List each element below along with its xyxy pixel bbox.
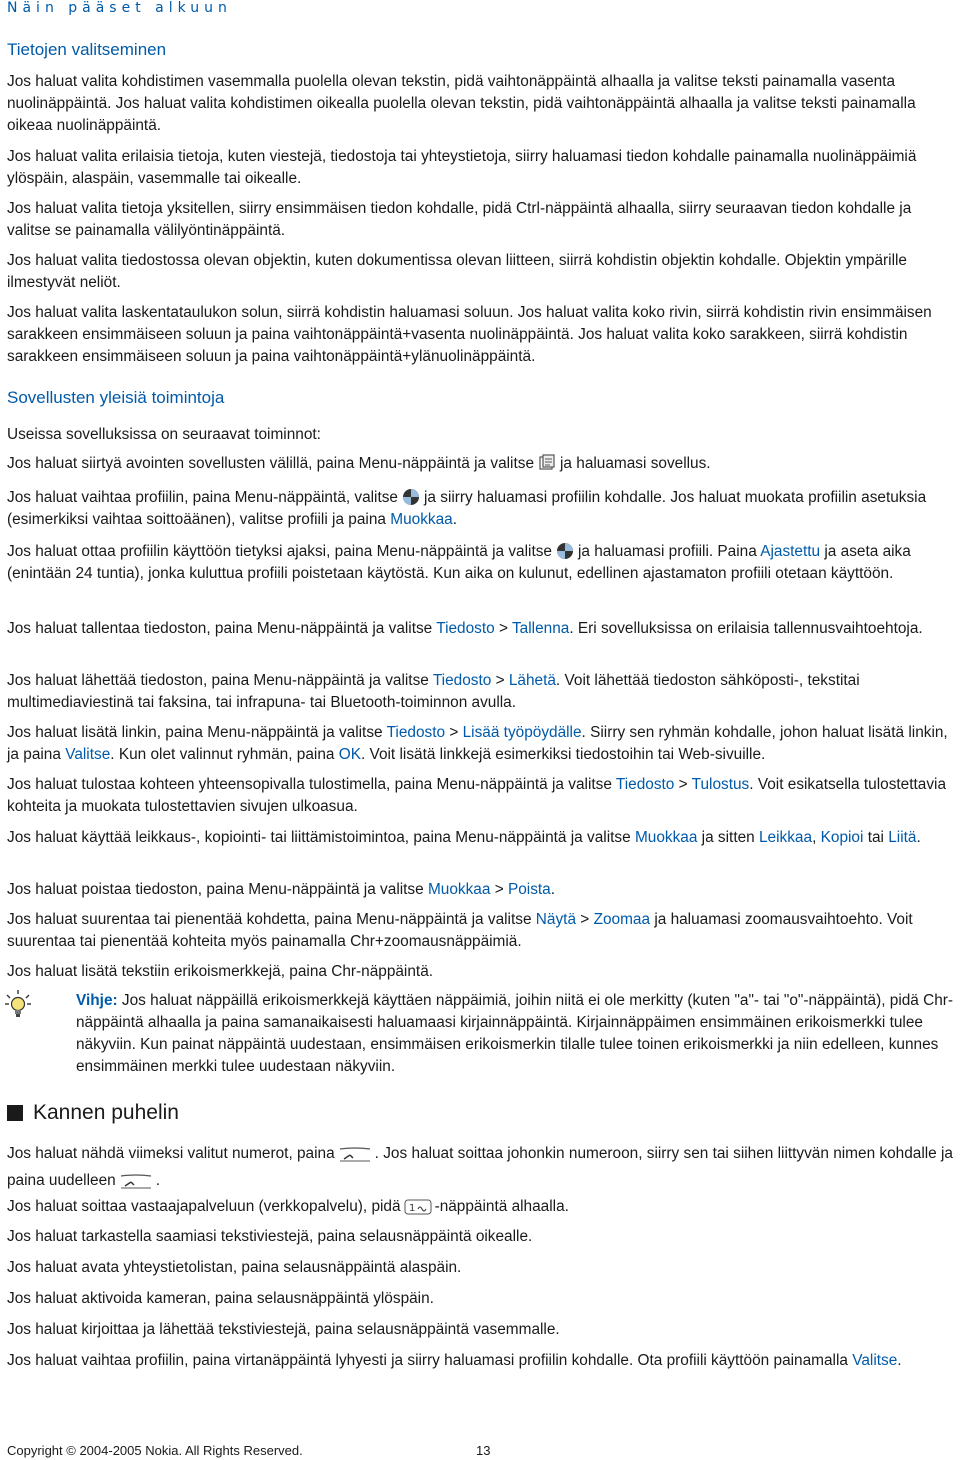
paragraph: Jos haluat vaihtaa profiilin, paina Menu-näppäintä, valitse ja siirry haluamasi profiilin kohdalle. Jos haluat muokata profiilin asetuksia (esimerkiksi vaihtaa soittoäänen), valitse profiili ja paina Muokkaa. xyxy=(7,489,927,528)
section-title-cover-phone xyxy=(7,1101,179,1125)
text: Jos haluat tallentaa tiedoston, paina Menu-näppäintä ja valitse xyxy=(7,620,433,637)
text: . Jos haluat soittaa johonkin numeroon, siirry sen tai siihen liittyvän nimen kohdalle ja paina uudelleen xyxy=(7,1145,953,1189)
text: Voit lisätä linkkejä esimerkiksi tiedostoihin tai Web-sivuille. xyxy=(369,746,766,763)
link-edit[interactable]: Muokkaa xyxy=(634,829,698,846)
text: tai xyxy=(867,829,884,846)
text: ja siirry haluamasi profiilin kohdalle. Jos haluat muokata profiilin asetuksia (esimerkiksi vaihtaa soittoäänen), valitse profiili ja paina xyxy=(7,489,927,528)
profile-icon xyxy=(556,542,574,560)
paragraph: Jos haluat vaihtaa profiilin, paina virtanäppäintä lyhyesti ja siirry haluamasi profiilin kohdalle. Ota profiili käyttöön painamalla Valitse. xyxy=(7,1352,902,1369)
paragraph: Jos haluat valita tiedostossa olevan objektin, kuten dokumentissa olevan liitteen, siirrä kohdistin objektin kohdalle. Objektin ympärille ilmestyvät neliöt. xyxy=(7,252,907,291)
key-1-label: 1 xyxy=(408,1203,415,1214)
link-select[interactable]: Valitse xyxy=(852,1352,898,1369)
text: ja haluamasi profiili. Paina xyxy=(577,543,757,560)
key-1-icon xyxy=(404,1198,432,1223)
text: Jos haluat poistaa tiedoston, paina Menu-näppäintä ja valitse xyxy=(7,881,424,898)
call-key-icon xyxy=(338,1145,372,1170)
running-head: Näin pääset alkuun xyxy=(7,0,232,16)
paragraph: Jos haluat suurentaa tai pienentää kohdetta, paina Menu-näppäintä ja valitse Näytä > Zoomaa ja haluamasi zoomausvaihtoehto. Voit suurentaa tai pienentää kohteita myös painamalla Chr+zoomausnäppäimiä. xyxy=(7,911,913,950)
paragraph: Jos haluat valita tietoja yksitellen, siirry ensimmäisen tiedon kohdalle, pidä Ctrl-näppäintä alhaalla, siirry seuraavan tiedon kohdalle ja valitse se painamalla välilyöntinäppäintä. xyxy=(7,200,912,239)
text: ja sitten xyxy=(701,829,755,846)
paragraph: Jos haluat kirjoittaa ja lähettää tekstiviestejä, paina selausnäppäintä vasemmalle. xyxy=(7,1321,560,1338)
text: Jos haluat vaihtaa profiilin, paina Menu-näppäintä, valitse xyxy=(7,489,398,506)
text: Voit esikatsella tulostettavia kohteita ja muokata tulostettavien sivujen ulkoasua. xyxy=(7,776,947,815)
paragraph: Jos haluat aktivoida kameran, paina selausnäppäintä ylöspäin. xyxy=(7,1290,434,1307)
text: . xyxy=(155,1172,160,1189)
link-copy[interactable]: Kopioi xyxy=(820,829,864,846)
text: Jos haluat ottaa profiilin käyttöön tietyksi ajaksi, paina Menu-näppäintä ja valitse xyxy=(7,543,552,560)
text: Jos haluat nähdä viimeksi valitut numerot, paina xyxy=(7,1145,335,1162)
footer-copyright: Copyright © 2004-2005 Nokia. All Rights Reserved. xyxy=(7,1443,303,1458)
link-timed[interactable]: Ajastettu xyxy=(760,543,821,560)
text: Jos haluat lähettää tiedoston, paina Menu-näppäintä ja valitse xyxy=(7,672,429,689)
text: Kun olet valinnut ryhmän, paina xyxy=(118,746,335,763)
text: Jos haluat vaihtaa profiilin, paina virtanäppäintä lyhyesti ja siirry haluamasi profiilin kohdalle. Ota profiili käyttöön painamalla xyxy=(7,1352,848,1369)
tip-label: Vihje: xyxy=(76,992,118,1009)
paragraph: Jos haluat lisätä linkin, paina Menu-näppäintä ja valitse Tiedosto > Lisää työpöydälle. Siirry sen ryhmän kohdalle, johon haluat lisätä linkin, ja paina Valitse. Kun olet valinnut ryhmän, paina OK. Voit lisätä linkkejä esimerkiksi tiedostoihin tai Web-sivuille. xyxy=(7,724,948,763)
section-title-text: Kannen puhelin xyxy=(33,1101,179,1124)
text: -näppäintä alhaalla. xyxy=(434,1198,569,1215)
link-file[interactable]: Tiedosto xyxy=(436,620,495,637)
paragraph: Useissa sovelluksissa on seuraavat toiminnot: xyxy=(7,426,321,443)
section-title-selecting: Tietojen valitseminen xyxy=(7,40,167,59)
profile-icon xyxy=(402,488,420,506)
link-paste[interactable]: Liitä xyxy=(888,829,917,846)
section-title-common-functions: Sovellusten yleisiä toimintoja xyxy=(7,388,225,407)
paragraph xyxy=(7,1196,955,1223)
text: Jos haluat soittaa vastaajapalveluun (verkkopalvelu), pidä xyxy=(7,1198,401,1215)
text: Eri sovelluksissa on erilaisia tallennusvaihtoehtoja. xyxy=(577,620,923,637)
text: Jos haluat käyttää leikkaus-, kopiointi- tai liittämistoimintoa, paina Menu-näppäintä ja valitse xyxy=(7,829,631,846)
text: Voit lähettää tiedoston sähköposti-, tekstitai multimediaviestinä tai faksina, tai infrapuna- tai Bluetooth-toiminnon avulla. xyxy=(7,672,860,711)
text: Jos haluat tulostaa kohteen yhteensopivalla tulostimella, paina Menu-näppäintä ja valitse xyxy=(7,776,612,793)
paragraph: Jos haluat käyttää leikkaus-, kopiointi- tai liittämistoimintoa, paina Menu-näppäintä ja valitse Muokkaa ja sitten Leikkaa, Kopioi tai Liitä. xyxy=(7,829,921,846)
link-delete[interactable]: Poista xyxy=(507,881,551,898)
link-cut[interactable]: Leikkaa xyxy=(759,829,813,846)
link-ok[interactable]: OK xyxy=(338,746,361,763)
link-save[interactable]: Tallenna xyxy=(511,620,570,637)
link-zoom[interactable]: Zoomaa xyxy=(593,911,651,928)
paragraph: Jos haluat lähettää tiedoston, paina Menu-näppäintä ja valitse Tiedosto > Lähetä. Voit lähettää tiedoston sähköposti-, tekstitai multimediaviestinä tai faksina, tai infrapuna- tai Bluetooth-toiminnon avulla. xyxy=(7,672,860,711)
tip-text: Jos haluat näppäillä erikoismerkkejä käyttäen näppäimiä, joihin niitä ei ole merkitty (kuten "a"- tai "o"-näppäintä), pidä Chr-näppäintä alhaalla ja paina samanaikaisesti haluamaasi kirjainnäppäintä. Kirjainnäppäimen ensimmäinen erikoismerkki tulee näkyviin. Kun painat näppäintä uudestaan, ensimmäisen erikoismerkin tilalle tulee toinen erikoismerkki ja niin edelleen, kunnes ensimmäinen merkki tulee uudestaan näkyviin. xyxy=(76,992,954,1075)
link-edit[interactable]: Muokkaa xyxy=(390,511,453,528)
paragraph xyxy=(7,453,955,475)
task-switch-icon xyxy=(538,454,556,472)
text: Siirry sen ryhmän kohdalle, johon haluat lisätä linkin, ja paina xyxy=(7,724,948,763)
paragraph: Jos haluat valita erilaisia tietoja, kuten viestejä, tiedostoja tai yhteystietoja, siirry haluamasi tiedon kohdalle painamalla nuolinäppäimiä ylöspäin, alaspäin, vasemmalle tai oikealle. xyxy=(7,148,917,187)
link-select[interactable]: Valitse xyxy=(65,746,111,763)
link-file[interactable]: Tiedosto xyxy=(386,724,446,741)
paragraph: Jos haluat poistaa tiedoston, paina Menu-näppäintä ja valitse Muokkaa > Poista. xyxy=(7,881,556,898)
paragraph xyxy=(7,541,955,585)
link-file[interactable]: Tiedosto xyxy=(432,672,492,689)
paragraph: Jos haluat avata yhteystietolistan, paina selausnäppäintä alaspäin. xyxy=(7,1259,462,1276)
paragraph xyxy=(7,1143,955,1197)
text: ja haluamasi sovellus. xyxy=(560,455,711,472)
text: ja haluamasi zoomausvaihtoehto. Voit suurentaa tai pienentää kohteita myös painamalla Chr+zoomausnäppäimiä. xyxy=(7,911,913,950)
paragraph: Jos haluat valita laskentataulukon solun, siirrä kohdistin haluamasi soluun. Jos haluat valita koko rivin, siirrä kohdistin rivin ensimmäisen sarakkeen ensimmäiseen soluun ja paina vaihtonäppäintä+vasenta nuolinäppäintä. Jos haluat valita koko sarakkeen, siirrä kohdistin sarakkeen ensimmäiseen soluun ja paina vaihtonäppäintä+ylänuolinäppäintä. xyxy=(7,304,932,365)
lightbulb-icon xyxy=(5,990,31,1020)
paragraph: Jos haluat tarkastella saamiasi tekstiviestejä, paina selausnäppäintä oikealle. xyxy=(7,1228,533,1245)
link-view[interactable]: Näytä xyxy=(535,911,577,928)
page-number: 13 xyxy=(476,1443,491,1458)
square-bullet-icon xyxy=(7,1105,23,1121)
link-edit[interactable]: Muokkaa xyxy=(427,881,491,898)
link-file[interactable]: Tiedosto xyxy=(615,776,675,793)
tip xyxy=(76,990,958,1078)
text: Jos haluat siirtyä avointen sovellusten välillä, paina Menu-näppäintä ja valitse xyxy=(7,455,535,472)
paragraph: Jos haluat tallentaa tiedoston, paina Menu-näppäintä ja valitse Tiedosto > Tallenna. Eri sovelluksissa on erilaisia tallennusvaihtoehtoja. xyxy=(7,620,923,637)
call-key-icon xyxy=(119,1172,153,1197)
paragraph: Jos haluat lisätä tekstiin erikoismerkkejä, paina Chr-näppäintä. xyxy=(7,963,434,980)
text: Jos haluat suurentaa tai pienentää kohdetta, paina Menu-näppäintä ja valitse xyxy=(7,911,532,928)
paragraph: Jos haluat valita kohdistimen vasemmalla puolella olevan tekstin, pidä vaihtonäppäintä alhaalla ja valitse teksti painamalla vasenta nuolinäppäintä. Jos haluat valita kohdistimen oikealla puolella olevan tekstin, pidä vaihtonäppäintä alhaalla ja valitse teksti painamalla oikeaa nuolinäppäintä. xyxy=(7,73,916,134)
text: ja aseta aika (enintään 24 tuntia), jonka kuluttua profiili poistetaan käytöstä. Kun aika on kulunut, edellinen ajastamaton profiili otetaan käyttöön. xyxy=(7,543,911,582)
link-add-to-desktop[interactable]: Lisää työpöydälle xyxy=(462,724,582,741)
link-send[interactable]: Lähetä xyxy=(508,672,556,689)
text: Jos haluat lisätä linkin, paina Menu-näppäintä ja valitse xyxy=(7,724,383,741)
paragraph: Jos haluat tulostaa kohteen yhteensopivalla tulostimella, paina Menu-näppäintä ja valitse Tiedosto > Tulostus. Voit esikatsella tulostettavia kohteita ja muokata tulostettavien sivujen ulkoasua. xyxy=(7,776,947,815)
link-print[interactable]: Tulostus xyxy=(691,776,750,793)
